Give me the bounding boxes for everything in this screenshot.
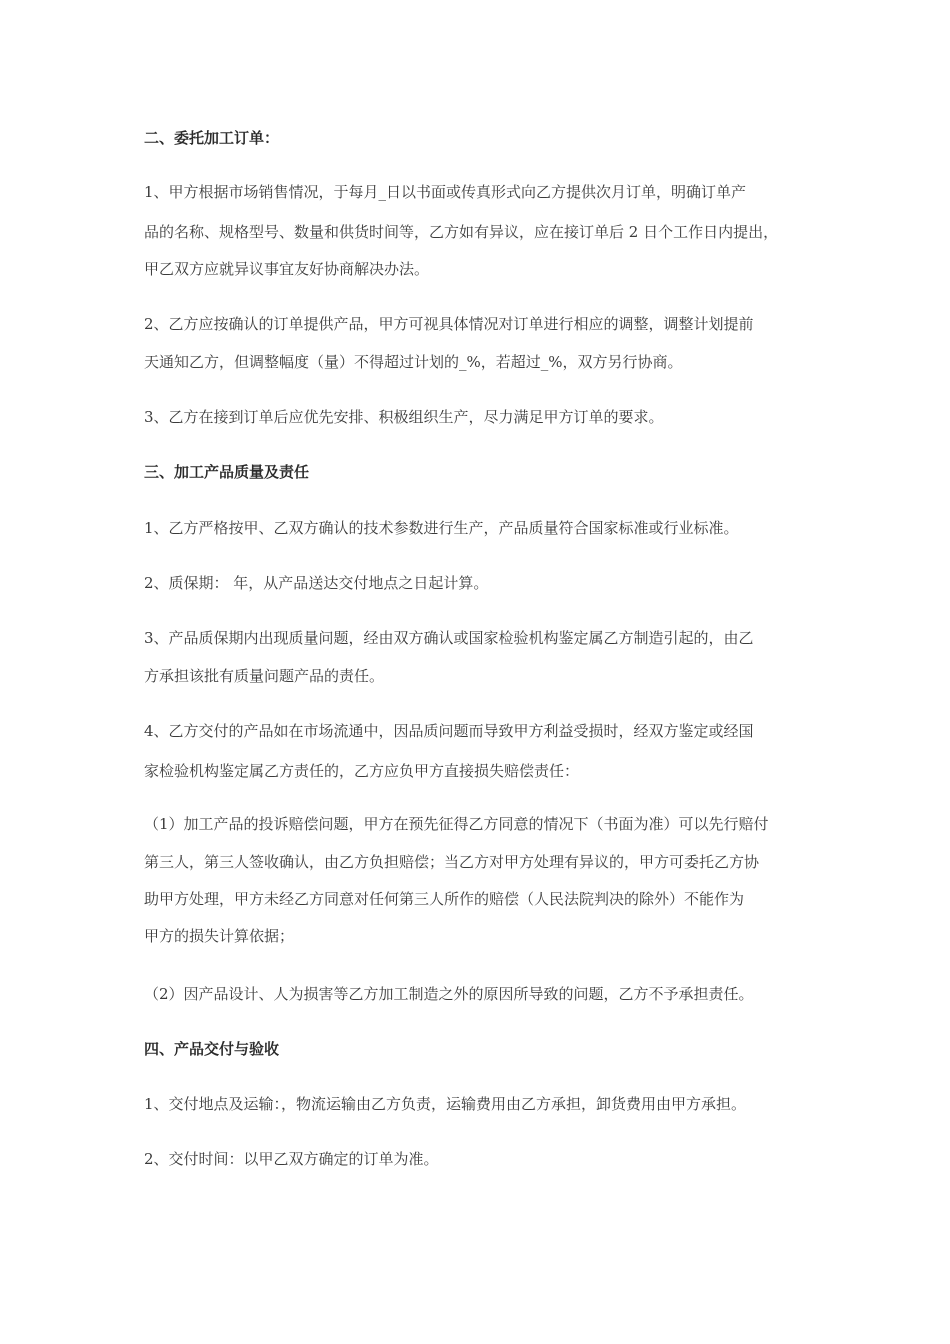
text-line: 甲乙双方应就异议事宜友好协商解决办法。: [144, 260, 430, 278]
text-line: 1、交付地点及运输：，物流运输由乙方负责，运输费用由乙方承担，卸货费用由甲方承担。: [144, 1095, 747, 1113]
text-line: 1、乙方严格按甲、乙双方确认的技术参数进行生产，产品质量符合国家标准或行业标准。: [144, 519, 739, 537]
text-line: 品的名称、规格型号、数量和供货时间等，乙方如有异议，应在接订单后 2 日个工作日内提出，: [144, 223, 779, 241]
text-line: 甲方的损失计算依据；: [144, 927, 295, 945]
text-line: 4、乙方交付的产品如在市场流通中，因品质问题而导致甲方利益受损时，经双方鉴定或经国: [144, 722, 754, 740]
text-line: （1）加工产品的投诉赔偿问题，甲方在预先征得乙方同意的情况下（书面为准）可以先行赔付: [144, 815, 769, 833]
text-line: 2、质保期： 年，从产品送达交付地点之日起计算。: [144, 574, 489, 592]
section-heading-4: 四、产品交付与验收: [144, 1040, 280, 1058]
text-line: 家检验机构鉴定属乙方责任的，乙方应负甲方直接损失赔偿责任：: [144, 762, 580, 780]
text-line: 3、产品质保期内出现质量问题，经由双方确认或国家检验机构鉴定属乙方制造引起的，由乙: [144, 629, 754, 647]
text-line: 助甲方处理，甲方未经乙方同意对任何第三人所作的赔偿（人民法院判决的除外）不能作为: [144, 890, 745, 908]
text-line: 1、甲方根据市场销售情况，于每月_日以书面或传真形式向乙方提供次月订单，明确订单产: [144, 183, 747, 201]
section-heading-3: 三、加工产品质量及责任: [144, 463, 310, 481]
text-line: 3、乙方在接到订单后应优先安排、积极组织生产，尽力满足甲方订单的要求。: [144, 408, 664, 426]
text-line: 2、交付时间：以甲乙双方确定的订单为准。: [144, 1150, 439, 1168]
text-line: 天通知乙方，但调整幅度（量）不得超过计划的_%，若超过_%，双方另行协商。: [144, 353, 683, 371]
text-line: （2）因产品设计、人为损害等乙方加工制造之外的原因所导致的问题，乙方不予承担责任。: [144, 985, 754, 1003]
section-heading-2: 二、委托加工订单：: [144, 129, 280, 147]
text-line: 第三人，第三人签收确认，由乙方负担赔偿；当乙方对甲方处理有异议的，甲方可委托乙方协: [144, 853, 760, 871]
text-line: 方承担该批有质量问题产品的责任。: [144, 667, 385, 685]
text-line: 2、乙方应按确认的订单提供产品，甲方可视具体情况对订单进行相应的调整，调整计划提前: [144, 315, 754, 333]
